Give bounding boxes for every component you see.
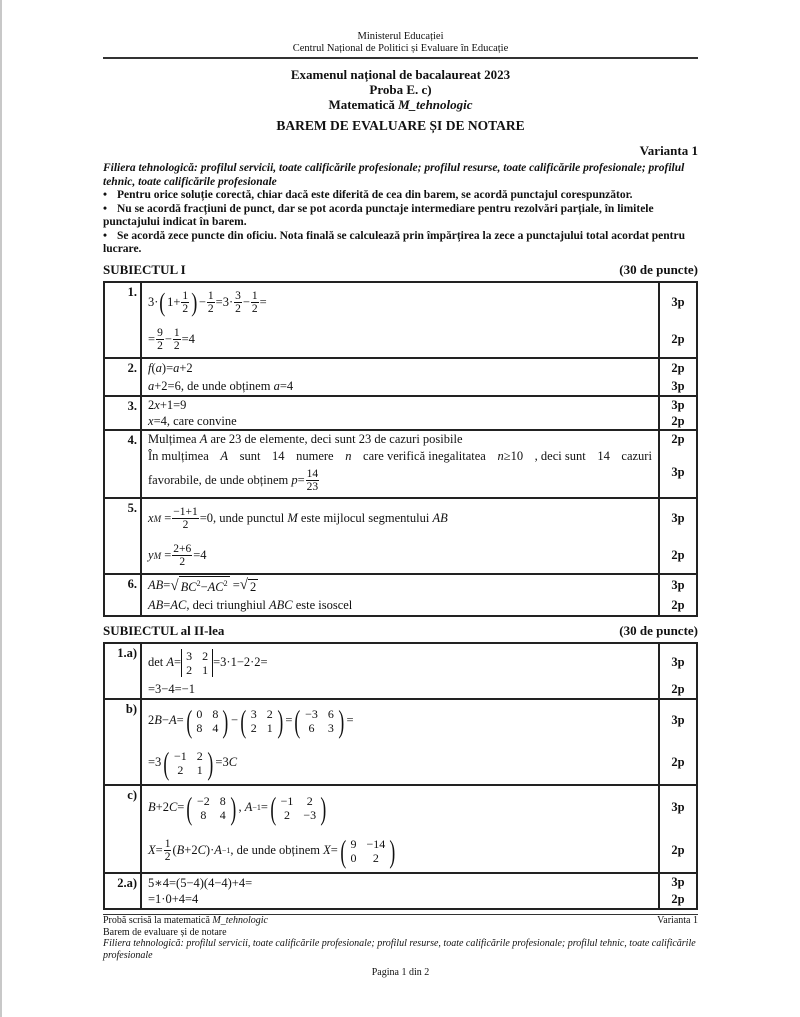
item-points xyxy=(659,358,697,396)
number: 23 xyxy=(358,431,372,446)
points-value: 3p xyxy=(671,655,685,669)
item-label: 4. xyxy=(104,430,141,498)
item-label: 1.a) xyxy=(104,643,141,699)
table-row xyxy=(104,358,697,396)
item-solution: AB = √ $BC^2-AC^2$ = √ 2 AB = AC , deci triunghiul ABC este isoscel xyxy=(141,574,659,616)
text-fragment: care verifică inegalitatea xyxy=(363,448,486,463)
item-solution: Mulțimea A are 23 de elemente, deci sunt 23 de cazuri posibile În mulțimea A sunt 14 numere n care verifică inegalitatea n≥10 , deci sunt 14 cazuri favorabile, de unde obținem p = $\frac{14}{23}$ xyxy=(141,430,659,498)
text-fragment: sunt xyxy=(239,448,261,463)
table-row xyxy=(104,699,697,785)
item-label: c) xyxy=(104,785,141,873)
instruction-bullet: • Se acordă zece puncte din oficiu. Nota finală se calculează prin împărțirea la zece a punctajului total acordat pentru lucrare. xyxy=(103,229,686,255)
item-points xyxy=(659,785,697,873)
item-label: 6. xyxy=(104,574,141,616)
section-title: SUBIECTUL al II-lea xyxy=(103,622,225,638)
points-value: 3p xyxy=(671,800,685,814)
instruction-bullet: • Pentru orice soluție corectă, chiar dacă este diferită de cea din barem, se acordă punctajul corespunzător. xyxy=(103,189,633,201)
footer-filiera: Filiera tehnologică: profilul servicii, toate calificările profesionale; profilul resurse, toate calificările profesionale; profilul tehnic, toate calificările profesionale xyxy=(103,938,696,961)
points-value: 2p xyxy=(671,548,685,562)
subject-profile: M_tehnologic xyxy=(398,97,473,112)
exam-title: Examenul național de bacalaureat 2023 xyxy=(290,67,511,82)
points-value: 3p xyxy=(671,511,685,525)
barem-title: BAREM DE EVALUARE ȘI DE NOTARE xyxy=(276,118,525,133)
text-fragment: favorabile, de unde obținem xyxy=(148,473,289,487)
page-number: Pagina 1 din 2 xyxy=(371,967,430,978)
item-solution: det A = 3 2 2 1 =3·1−2·2= =3−4=−1 xyxy=(141,643,659,699)
text-fragment: , deci sunt xyxy=(534,448,586,463)
points-value: 2p xyxy=(671,755,685,769)
text-fragment: , de unde obținem xyxy=(230,843,320,857)
item-solution: x M = $\frac{-1+1}{2}$ =0 , unde punctul M este mijlocul segmentului AB y M = $\frac{2+6}{2}$ =4 xyxy=(141,498,659,574)
number: 14 xyxy=(597,448,610,463)
item-label: 2. xyxy=(104,358,141,396)
text-fragment: numere xyxy=(296,448,334,463)
item-solution: 2 x +1=9 x =4 , care convine xyxy=(141,396,659,430)
points-value: 3p xyxy=(671,378,685,393)
varianta-label: Varianta 1 xyxy=(639,143,698,158)
item-label: 5. xyxy=(104,498,141,574)
section-header-subiect-1 xyxy=(103,262,698,278)
subiect-1-table xyxy=(103,281,698,617)
text-fragment: , care convine xyxy=(166,413,237,428)
text-fragment: , deci triunghiul xyxy=(186,598,266,612)
text-fragment: este mijlocul segmentului xyxy=(300,511,430,525)
section-points: (30 de puncte) xyxy=(619,261,698,277)
table-row xyxy=(104,785,697,873)
item-solution: 5∗4=(5−4)(4−4)+4= =1·0+4=4 xyxy=(141,873,659,909)
points-value: 3p xyxy=(671,713,685,727)
item-solution: 3· ( 1+ $\frac{1}{2}$ ) − $\frac{1}{2}$ =3· $\frac{3}{2}$ − $\frac{1}{2}$ = = $\frac{9}{2}$ − $\frac{1}{2}$ =4 xyxy=(141,282,659,358)
page-footer xyxy=(103,915,698,979)
item-points xyxy=(659,643,697,699)
section-header-subiect-2 xyxy=(103,623,698,639)
center-name: Centrul Național de Politici și Evaluare în Educație xyxy=(292,43,509,54)
footer-prefix: Probă scrisă la matematică xyxy=(103,915,213,926)
bullet-text: Se acordă zece puncte din oficiu. Nota finală se calculează prin împărțirea la zece a punctajului total acordat pentru lucrare. xyxy=(103,229,686,255)
footer-barem-label: Barem de evaluare și de notare xyxy=(103,926,227,938)
item-points xyxy=(659,873,697,909)
item-points xyxy=(659,282,697,358)
text-fragment: , de unde obținem xyxy=(180,378,271,393)
viewer-left-border xyxy=(0,0,2,1017)
text-fragment: de elemente, deci sunt xyxy=(244,431,356,446)
points-value: 2p xyxy=(671,360,685,375)
points-value: 2p xyxy=(671,598,685,612)
points-value: 3p xyxy=(671,464,685,479)
footer-profile: M_tehnologic xyxy=(212,915,268,926)
text-fragment: este isoscel xyxy=(295,598,353,612)
item-label: 2.a) xyxy=(104,873,141,909)
number: 14 xyxy=(272,448,285,463)
points-value: 2p xyxy=(671,682,685,696)
points-value: 2p xyxy=(671,843,685,857)
item-points xyxy=(659,699,697,785)
table-row xyxy=(104,282,697,358)
bullet-text: Pentru orice soluție corectă, chiar dacă este diferită de cea din barem, se acordă punctajul corespunzător. xyxy=(117,189,633,201)
table-row xyxy=(104,396,697,430)
text-fragment: cazuri xyxy=(621,448,652,463)
item-label: 1. xyxy=(104,282,141,358)
item-points xyxy=(659,396,697,430)
item-solution: f ( a )= a +2 a +2=6 , de unde obținem a =4 xyxy=(141,358,659,396)
proba-label: Proba E. c) xyxy=(369,82,432,97)
points-value: 3p xyxy=(671,295,685,309)
text-fragment: de cazuri posibile xyxy=(374,431,463,446)
footer-exam-name xyxy=(103,915,268,927)
text-fragment: are xyxy=(210,431,226,446)
text-fragment: În mulțimea xyxy=(148,448,209,463)
ministry-name: Ministerul Educației xyxy=(357,31,444,42)
number: 23 xyxy=(228,431,242,446)
subject-title xyxy=(103,97,698,112)
points-value: 2p xyxy=(671,431,685,446)
table-row xyxy=(104,574,697,616)
item-points xyxy=(659,574,697,616)
document-page xyxy=(103,0,698,979)
points-value: 3p xyxy=(671,875,685,889)
table-row xyxy=(104,643,697,699)
footer-varianta: Varianta 1 xyxy=(657,915,698,926)
item-solution: B +2 C = ( −2 8 8 4 ) , A −1 = ( −1 2 2 −3 ) X = $\frac{1}{2}$ ( B +2 C )· A −1 , de unde obținem X = ( 9 −14 0 2 ) xyxy=(141,785,659,873)
points-value: 2p xyxy=(671,413,685,428)
text-fragment: , unde punctul xyxy=(213,511,285,525)
bullet-text: Nu se acordă fracțiuni de punct, dar se pot acorda punctaje intermediare pentru rezolvări parțiale, în limitele punctajului indicat în barem. xyxy=(103,202,654,228)
section-points: (30 de puncte) xyxy=(619,622,698,638)
item-points xyxy=(659,498,697,574)
item-solution: 2 B − A = ( 0 8 8 4 ) − ( 3 2 2 1 ) = ( −3 6 6 3 ) = =3 ( −1 2 2 1 ) =3 C xyxy=(141,699,659,785)
section-title: SUBIECTUL I xyxy=(103,261,186,277)
subiect-2-table xyxy=(103,642,698,910)
item-label: b) xyxy=(104,699,141,785)
header-rule xyxy=(103,57,698,59)
points-value: 3p xyxy=(671,397,685,412)
points-value: 2p xyxy=(671,332,685,346)
item-points xyxy=(659,430,697,498)
item-label: 3. xyxy=(104,396,141,430)
table-row xyxy=(104,873,697,909)
table-row xyxy=(104,430,697,498)
table-row xyxy=(104,498,697,574)
subject-prefix: Matematică xyxy=(328,97,399,112)
filiera-text: Filiera tehnologică: profilul servicii, toate calificările profesionale; profilul resurse, toate calificările profesionale; profilul tehnic, toate calificările profesionale xyxy=(103,162,685,188)
instruction-bullet: • Nu se acordă fracțiuni de punct, dar se pot acorda punctaje intermediare pentru rezolvări parțiale, în limitele punctajului indicat în barem. xyxy=(103,202,654,228)
points-value: 2p xyxy=(671,892,685,906)
points-value: 3p xyxy=(671,578,685,592)
text-fragment: Mulțimea xyxy=(148,431,197,446)
